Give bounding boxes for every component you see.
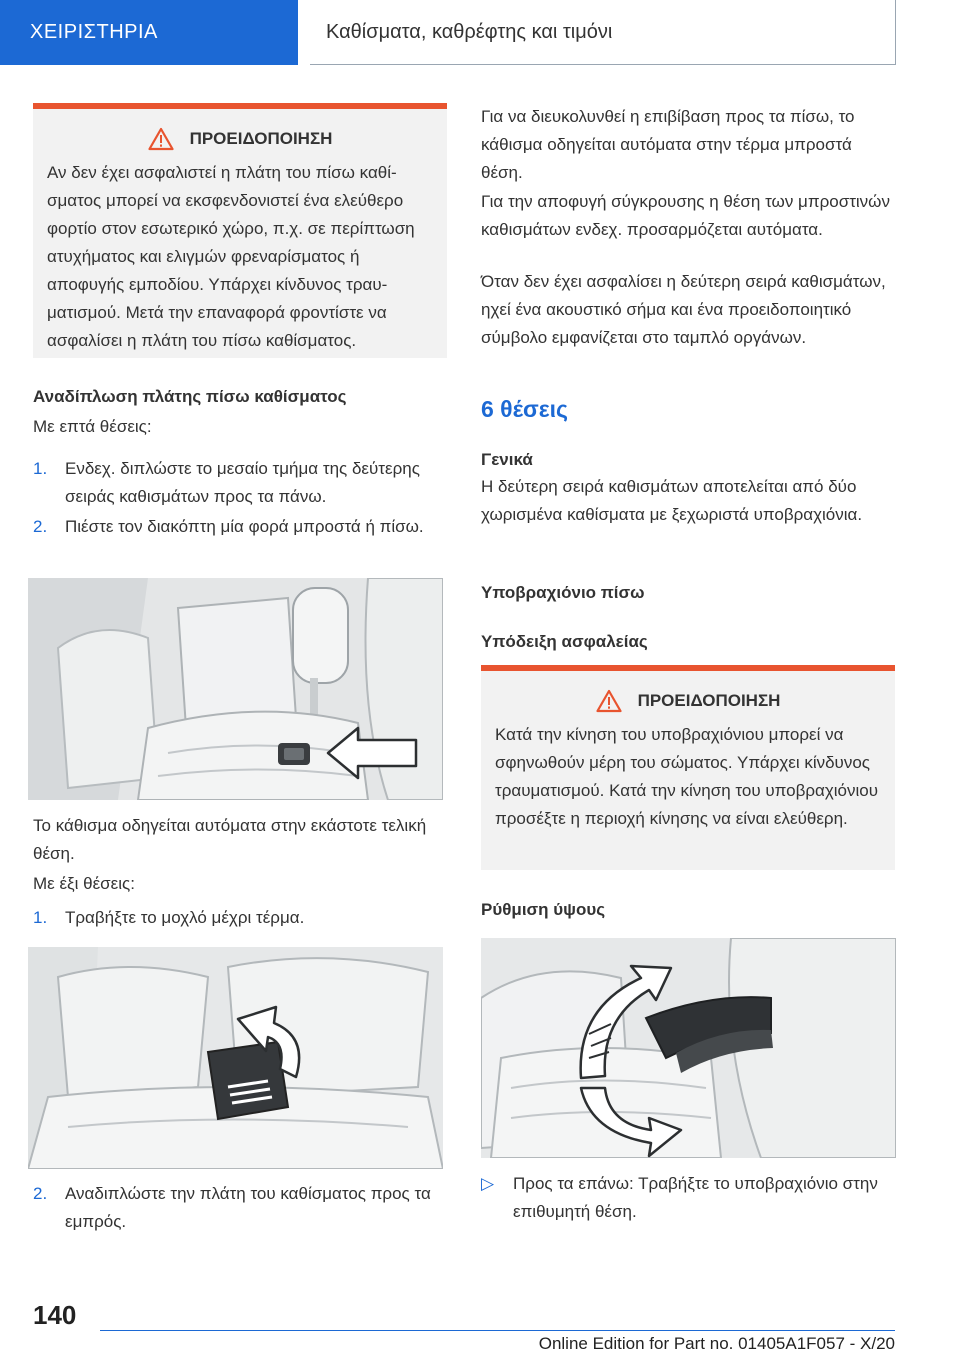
subheading-rear-armrest: Υποβραχιόνιο πίσω <box>481 583 645 602</box>
intro-seven-seats: Με επτά θέσεις: <box>33 417 152 436</box>
header-chapter-title: Καθίσματα, καθρέφτης και τιμόνι <box>310 0 896 65</box>
step-number: 1. <box>33 908 48 927</box>
bullet-text: Προς τα επάνω: Τραβήξτε το υποβραχιόνιο στην επιθυμητή θέση. <box>513 1174 878 1221</box>
paragraph-collision-avoid: Για την αποφυγή σύγκρουσης η θέση των μπροστινών καθισμάτων ενδεχ. προσαρμόζεται αυτόματα. <box>481 192 890 239</box>
step-text: Ενδεχ. διπλώστε το μεσαίο τμήμα της δεύτερης σειράς καθισμάτων προς τα πάνω. <box>65 459 420 506</box>
warning-box-seat-backrest <box>33 103 447 358</box>
step-text: Πιέστε τον διακόπτη μία φορά μπροστά ή πίσω. <box>65 517 424 536</box>
warning-header <box>47 127 433 151</box>
subheading-height-adjust: Ρύθμιση ύψους <box>481 900 606 919</box>
bullet-arrow-icon: ▷ <box>481 1174 495 1193</box>
text-seat-auto-position: Το κάθισμα οδηγείται αυτόματα στην εκάστοτε τελική θέση. <box>33 816 427 863</box>
illustration-armrest-height <box>481 938 896 1158</box>
step-item <box>33 455 447 511</box>
warning-text: Κατά την κίνηση του υποβραχιόνιου μπορεί να σφηνωθούν μέρη του σώματος. Υπάρχει κίνδυνος τραυματισμού. Κατά την κίνηση του υποβραχιόνιου προσέξτε η περιοχή κίνησης να είναι ελεύθερη. <box>495 725 879 828</box>
page-number: 140 <box>33 1300 77 1330</box>
step-text: Αναδιπλώστε την πλάτη του καθίσματος προς τα εμπρός. <box>65 1184 431 1231</box>
intro-six-seats: Με έξι θέσεις: <box>33 874 135 893</box>
warning-box-armrest <box>481 665 895 870</box>
bullet-item <box>481 1170 895 1226</box>
footer-divider <box>100 1330 895 1331</box>
step-number: 1. <box>33 459 48 478</box>
warning-header <box>495 689 881 713</box>
step-text: Τραβήξτε το μοχλό μέχρι τέρμα. <box>65 908 305 927</box>
step-number: 2. <box>33 517 48 536</box>
subheading-fold-backrest: Αναδίπλωση πλάτης πίσω καθίσματος <box>33 387 347 406</box>
subheading-general: Γενικά <box>481 450 533 469</box>
warning-title: ΠΡΟΕΙΔΟΠΟΙΗΣΗ <box>637 691 781 710</box>
paragraph-not-locked: Όταν δεν έχει ασφαλίσει η δεύτερη σειρά καθισμάτων, ηχεί ένα ακουστικό σήμα και ένα προειδοποιητικό σύμβολο εμφανίζεται στο ταμπλό οργάνων. <box>481 272 886 347</box>
subheading-safety-note: Υπόδειξη ασφαλείας <box>481 632 648 651</box>
illustration-backrest-switch <box>28 578 443 800</box>
warning-triangle-icon <box>596 689 622 713</box>
step-item <box>33 513 447 541</box>
illustration-seat-lever <box>28 947 443 1169</box>
paragraph-entry-assist: Για να διευκολυνθεί η επιβίβαση προς τα πίσω, το κάθισμα οδηγείται αυτόματα στην τέρμα μπροστά θέση. <box>481 107 855 182</box>
warning-triangle-icon <box>148 127 174 151</box>
paragraph-general: Η δεύτερη σειρά καθισμάτων αποτελείται από δύο χωρισμένα καθίσματα με ξεχωριστά υποβραχιόνια. <box>481 477 863 524</box>
warning-text: Αν δεν έχει ασφαλιστεί η πλάτη του πίσω καθίσματος μπορεί να εκσφενδονιστεί ένα ελεύθερο φορτίο στον εσωτερικό χώρο, π.χ. σε περίπτωση ατυχήματος και ελιγμών φρεναρίσματος ή αποφυγής εμποδίου. Υπάρχει κίνδυνος τραυματισμού. Μετά την επαναφορά φροντίστε να ασφαλίσει η πλάτη του πίσω καθίσματος. <box>47 163 415 350</box>
header-section-tab: ΧΕΙΡΙΣΤΗΡΙΑ <box>0 0 298 65</box>
footer-edition: Online Edition for Part no. 01405A1F057 - X/20 <box>535 1334 895 1354</box>
step-item <box>33 904 447 932</box>
warning-title: ΠΡΟΕΙΔΟΠΟΙΗΣΗ <box>189 129 333 148</box>
step-item <box>33 1180 447 1236</box>
step-number: 2. <box>33 1184 48 1203</box>
section-heading-six-seats: 6 θέσεις <box>481 396 568 422</box>
